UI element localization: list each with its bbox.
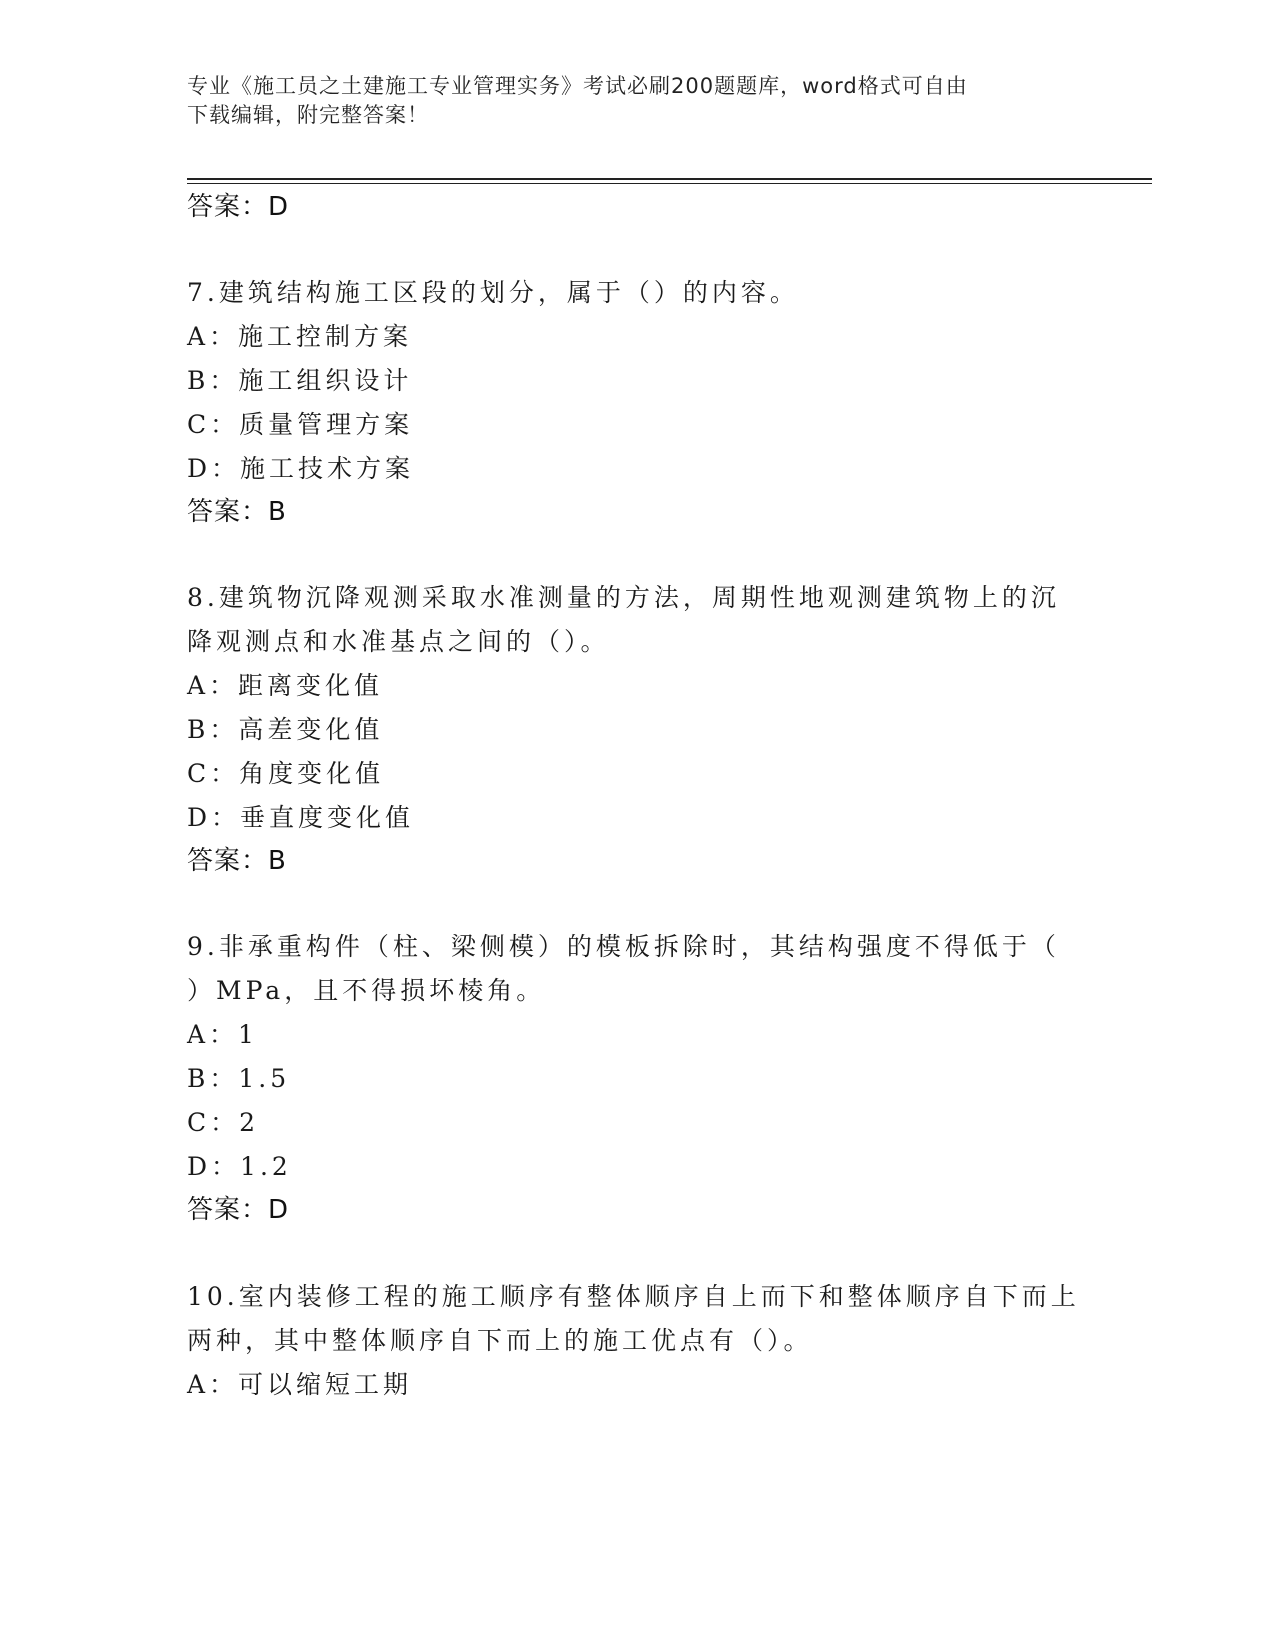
header-line-1: 专业《施工员之土建施工专业管理实务》考试必刷200题题库，word格式可自由 [187,74,968,98]
question-8-option-d: D：垂直度变化值 [187,803,415,832]
question-8-option-c: C：角度变化值 [187,759,385,788]
answer-q6: 答案：D [187,192,290,222]
question-8-stem-line-1: 8.建筑物沉降观测采取水准测量的方法，周期性地观测建筑物上的沉 [187,583,1060,612]
question-9-stem-line-1: 9.非承重构件（柱、梁侧模）的模板拆除时，其结构强度不得低于（ [187,932,1060,961]
answer-q9: 答案：D [187,1195,290,1225]
header-divider-thin [187,183,1152,184]
question-9-option-a: A：1 [187,1020,258,1049]
header-divider-thick [187,178,1152,180]
question-10-stem-line-1: 10.室内装修工程的施工顺序有整体顺序自上而下和整体顺序自下而上 [187,1282,1080,1311]
answer-q8: 答案：B [187,846,287,876]
question-7-option-d: D：施工技术方案 [187,454,415,483]
question-7-option-a: A：施工控制方案 [187,322,413,351]
question-8-option-b: B：高差变化值 [187,715,384,744]
question-9-stem-line-2: ）MPa，且不得损坏棱角。 [187,976,546,1005]
question-10-stem-line-2: 两种，其中整体顺序自下而上的施工优点有（）。 [187,1326,813,1355]
question-9-option-d: D：1.2 [187,1152,292,1181]
question-8-stem-line-2: 降观测点和水准基点之间的（）。 [187,627,610,656]
answer-q7: 答案：B [187,497,287,527]
question-9-option-b: B：1.5 [187,1064,291,1093]
document-header [187,72,1087,130]
question-9-option-c: C：2 [187,1108,260,1137]
question-7-option-b: B：施工组织设计 [187,366,413,395]
question-8-option-a: A：距离变化值 [187,671,384,700]
header-line-2: 下载编辑，附完整答案！ [187,103,429,127]
question-10-option-a: A：可以缩短工期 [187,1370,413,1399]
question-7-option-c: C：质量管理方案 [187,410,414,439]
question-7-stem: 7.建筑结构施工区段的划分，属于（）的内容。 [187,278,799,307]
